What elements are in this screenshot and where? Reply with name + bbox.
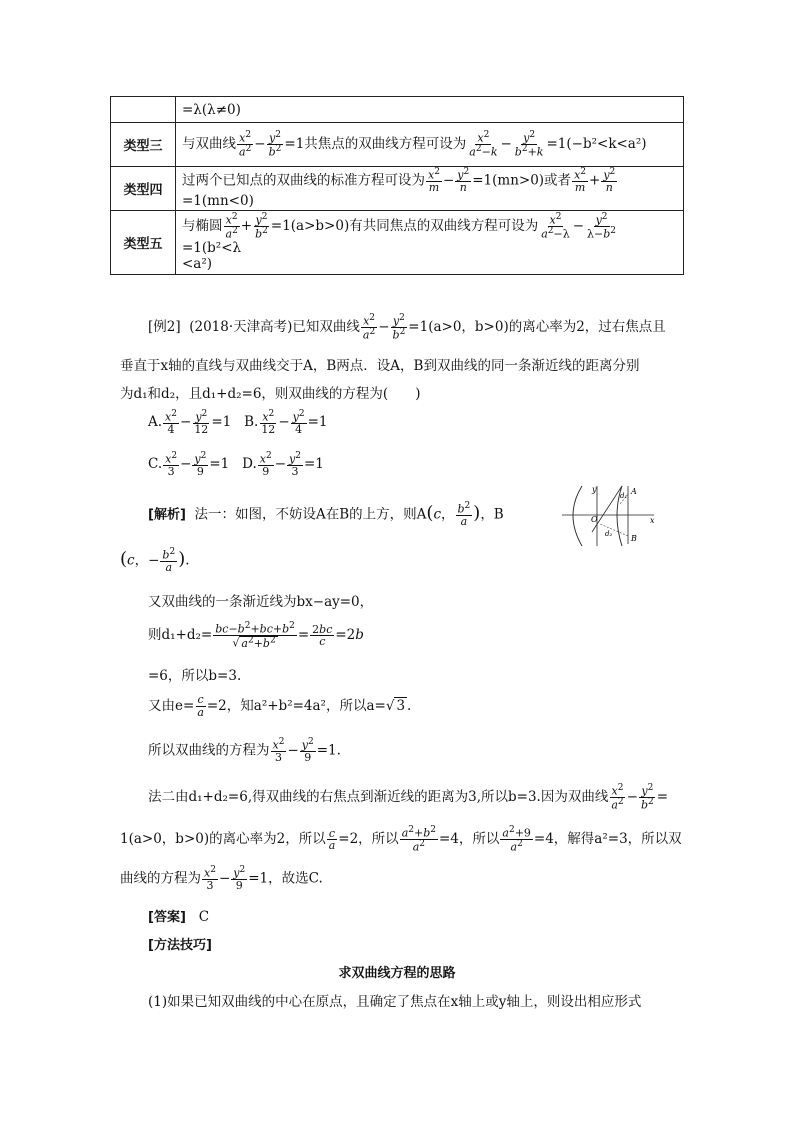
type-label: 类型五 xyxy=(111,211,176,275)
origin-label: O xyxy=(591,515,598,524)
option-c[interactable]: C. $\frac{x^2}{3}$ − $\frac{y^2}{9}$ =1 xyxy=(148,451,230,479)
example-line-1: [例2] (2018·天津高考)已知双曲线 $\frac{x^2}{a^2}$ − $\frac{y^2}{b^2}$ =1(a>0，b>0)的离心率为2，过右焦点且 xyxy=(148,313,666,342)
method-two-line-3: 曲线的方程为 $\frac{x^2}{3}$ − $\frac{y^2}{9}$ =1，故选C. xyxy=(120,865,323,893)
type-label: 类型三 xyxy=(111,123,176,167)
option-b[interactable]: B. $\frac{x^2}{12}$ − $\frac{y^2}{4}$ =1 xyxy=(244,409,328,437)
type-content: 与双曲线 $\frac{x^2}{a^2}$ − $\frac{y^2}{b^2}$ =1共焦点的双曲线方程可设为 $\frac{x^2}{a^2-k}$ − $\frac{y^2}{b^2+k}$ =1(−b²<k<a²) xyxy=(176,123,684,167)
tips-heading: 求双曲线方程的思路 xyxy=(338,966,456,981)
left-branch xyxy=(573,486,582,546)
solution-eccentricity: 又由e= $\frac{c}{a}$ =2，知a²+b²=4a²，所以a=√ 3 . xyxy=(148,693,412,719)
option-d[interactable]: D. $\frac{x^2}{9}$ − $\frac{y^2}{3}$ =1 xyxy=(242,451,324,479)
d2-label: d₂ xyxy=(605,530,613,538)
tips-tag: [方法技巧] xyxy=(148,938,212,953)
tips-paragraph-1: (1)如果已知双曲线的中心在原点，且确定了焦点在x轴上或y轴上，则设出相应形式 xyxy=(148,994,642,1010)
table-row xyxy=(111,167,684,211)
type-content: 与椭圆 $\frac{x^2}{a^2}$ + $\frac{y^2}{b^2}$ =1(a>b>0)有共同焦点的双曲线方程可设为 $\frac{x^2}{a^2-\lambda}$ − $\frac{y^2}{\lambda-b^2}$ =1(b²<λ <a²) xyxy=(176,211,684,275)
table-row xyxy=(111,97,684,123)
options-ab xyxy=(148,410,327,436)
x-axis-label: x xyxy=(650,516,655,525)
answer-value: C xyxy=(198,909,210,925)
solution-b-value: =6，所以b=3. xyxy=(148,668,242,684)
option-a[interactable]: A. $\frac{x^2}{4}$ − $\frac{y^2}{12}$ =1 xyxy=(148,409,232,437)
solution-result-1: 所以双曲线的方程为 $\frac{x^2}{3}$ − $\frac{y^2}{9}$ =1. xyxy=(148,737,341,765)
type-content: 过两个已知点的双曲线的标准方程可设为 $\frac{x^2}{m}$ − $\frac{y^2}{n}$ =1(mn>0)或者 $\frac{x^2}{m}$ + $\frac{y^2}{n}$ =1(mn<0) xyxy=(176,167,684,211)
solution-distance-sum: 则d₁+d₂= $\frac{bc-b^2+bc+b^2}{√ a^2+b^2}$ = $\frac{2bc}{c}$ =2b xyxy=(148,621,364,650)
example-line-2: 垂直于x轴的直线与双曲线交于A，B两点．设A，B到双曲线的同一条渐近线的距离分别 xyxy=(120,358,640,374)
table-row xyxy=(111,123,684,167)
example-line-3: 为d₁和d₂，且d₁+d₂=6，则双曲线的方程为( ) xyxy=(120,386,421,402)
table-row xyxy=(111,211,684,275)
solution-line-1: [解析] 法一：如图，不妨设A在B的上方，则A(c， $\frac{b^2}{a}$ )，B xyxy=(148,501,504,529)
hyperbola-figure xyxy=(562,484,662,546)
point-b-label: B xyxy=(631,534,637,543)
method-two-line-1: 法二由d₁+d₂=6,得双曲线的右焦点到渐近线的距离为3,所以b=3.因为双曲线 $\frac{x^2}{a^2}$ − $\frac{y^2}{b^2}$ = xyxy=(148,783,669,812)
point-a-label: A xyxy=(631,487,637,496)
hyperbola-types-table xyxy=(110,96,684,275)
type-label xyxy=(111,97,176,123)
options-cd xyxy=(148,452,324,478)
y-axis-label: y xyxy=(592,485,597,494)
d1-label: d₁ xyxy=(620,492,628,500)
solution-line-2: (c，− $\frac{b^2}{a}$ ). xyxy=(120,547,190,575)
answer-line: [答案] C xyxy=(148,909,210,925)
type-label: 类型四 xyxy=(111,167,176,211)
solution-asymptote: 又双曲线的一条渐近线为bx−ay=0， xyxy=(148,594,374,610)
method-two-line-2: 1(a>0，b>0)的离心率为2，所以 $\frac{c}{a}$ =2，所以 $\frac{a^2+b^2}{a^2}$ =4，所以 $\frac{a^2+9}{a^2}$ =4，解得a²=3，所以双 xyxy=(120,825,682,854)
type-content: =λ(λ≠0) xyxy=(176,97,684,123)
